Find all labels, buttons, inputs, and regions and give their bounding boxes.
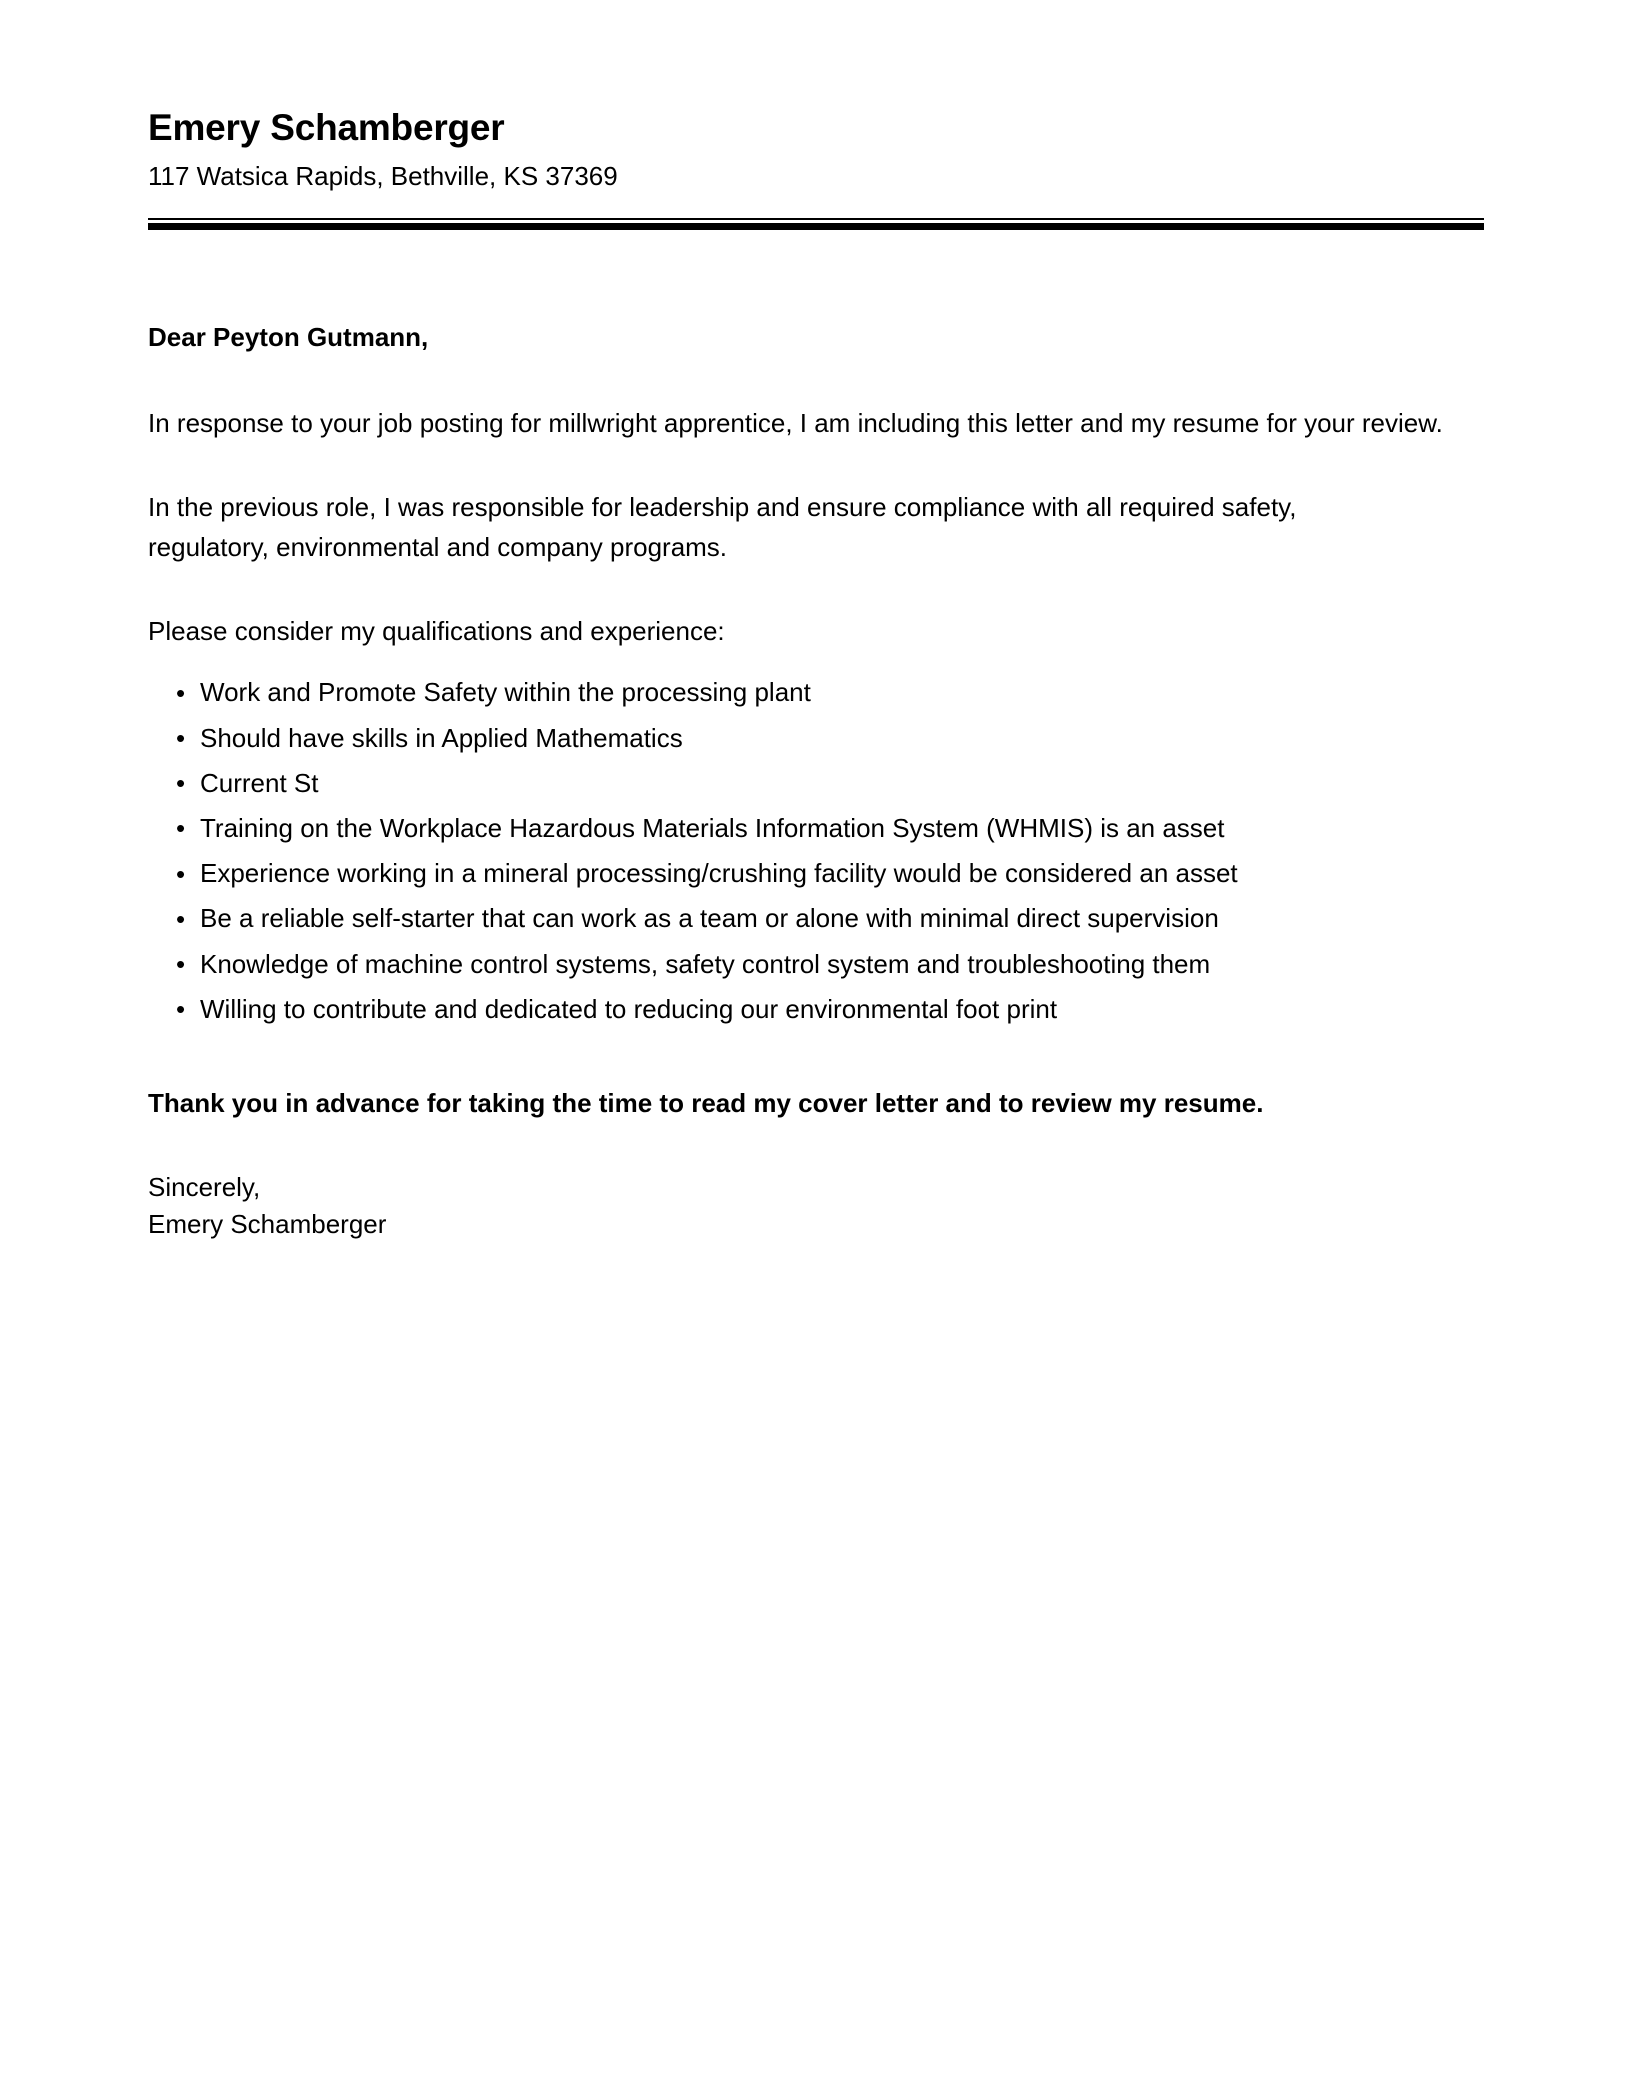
list-item-label: Knowledge of machine control systems, safety control system and troubleshooting them bbox=[200, 948, 1211, 979]
list-item bbox=[148, 723, 1484, 754]
bullet-icon: • bbox=[176, 903, 186, 934]
bullet-icon: • bbox=[176, 994, 186, 1025]
bullet-icon: • bbox=[176, 768, 186, 799]
list-item-label: Should have skills in Applied Mathematics bbox=[200, 722, 683, 753]
paragraph-lead-in: Please consider my qualifications and experience: bbox=[148, 616, 725, 647]
paragraph-previous-role: In the previous role, I was responsible for leadership and ensure compliance with all required safety, regulatory, environmental and company programs. bbox=[148, 492, 1297, 563]
bullet-icon: • bbox=[176, 723, 186, 754]
bullet-icon: • bbox=[176, 858, 186, 889]
list-item bbox=[148, 994, 1484, 1025]
sender-address: 117 Watsica Rapids, Bethville, KS 37369 bbox=[148, 160, 618, 191]
sign-off: Sincerely, bbox=[148, 1171, 261, 1202]
list-item bbox=[148, 949, 1484, 980]
list-item-label: Current St bbox=[200, 767, 319, 798]
bullet-icon: • bbox=[176, 677, 186, 708]
list-item-label: Work and Promote Safety within the processing plant bbox=[200, 677, 811, 708]
closing-statement: Thank you in advance for taking the time to read my cover letter and to review my resume. bbox=[148, 1087, 1264, 1118]
signature-name: Emery Schamberger bbox=[148, 1209, 387, 1240]
list-item bbox=[148, 813, 1484, 844]
header-divider-thick-line bbox=[148, 223, 1484, 230]
bullet-icon: • bbox=[176, 813, 186, 844]
sender-name: Emery Schamberger bbox=[148, 107, 505, 148]
list-item-label: Be a reliable self-starter that can work as a team or alone with minimal direct supervision bbox=[200, 903, 1219, 934]
letterhead bbox=[148, 0, 1484, 194]
list-item bbox=[148, 903, 1484, 934]
list-item bbox=[148, 858, 1484, 889]
list-item bbox=[148, 768, 1484, 799]
bullet-icon: • bbox=[176, 949, 186, 980]
list-item bbox=[148, 677, 1484, 708]
salutation: Dear Peyton Gutmann, bbox=[148, 321, 429, 352]
list-item-label: Experience working in a mineral processing/crushing facility would be considered an asset bbox=[200, 858, 1238, 889]
letter-body bbox=[148, 318, 1484, 1244]
qualifications-list bbox=[148, 677, 1484, 1025]
list-item-label: Training on the Workplace Hazardous Materials Information System (WHMIS) is an asset bbox=[200, 812, 1225, 843]
list-item-label: Willing to contribute and dedicated to reducing our environmental foot print bbox=[200, 993, 1058, 1024]
letter-content bbox=[148, 0, 1484, 1244]
paragraph-intro: In response to your job posting for millwright apprentice, I am including this letter and my resume for your review. bbox=[148, 408, 1443, 439]
header-divider bbox=[148, 218, 1484, 230]
signature-block bbox=[148, 1169, 1484, 1244]
